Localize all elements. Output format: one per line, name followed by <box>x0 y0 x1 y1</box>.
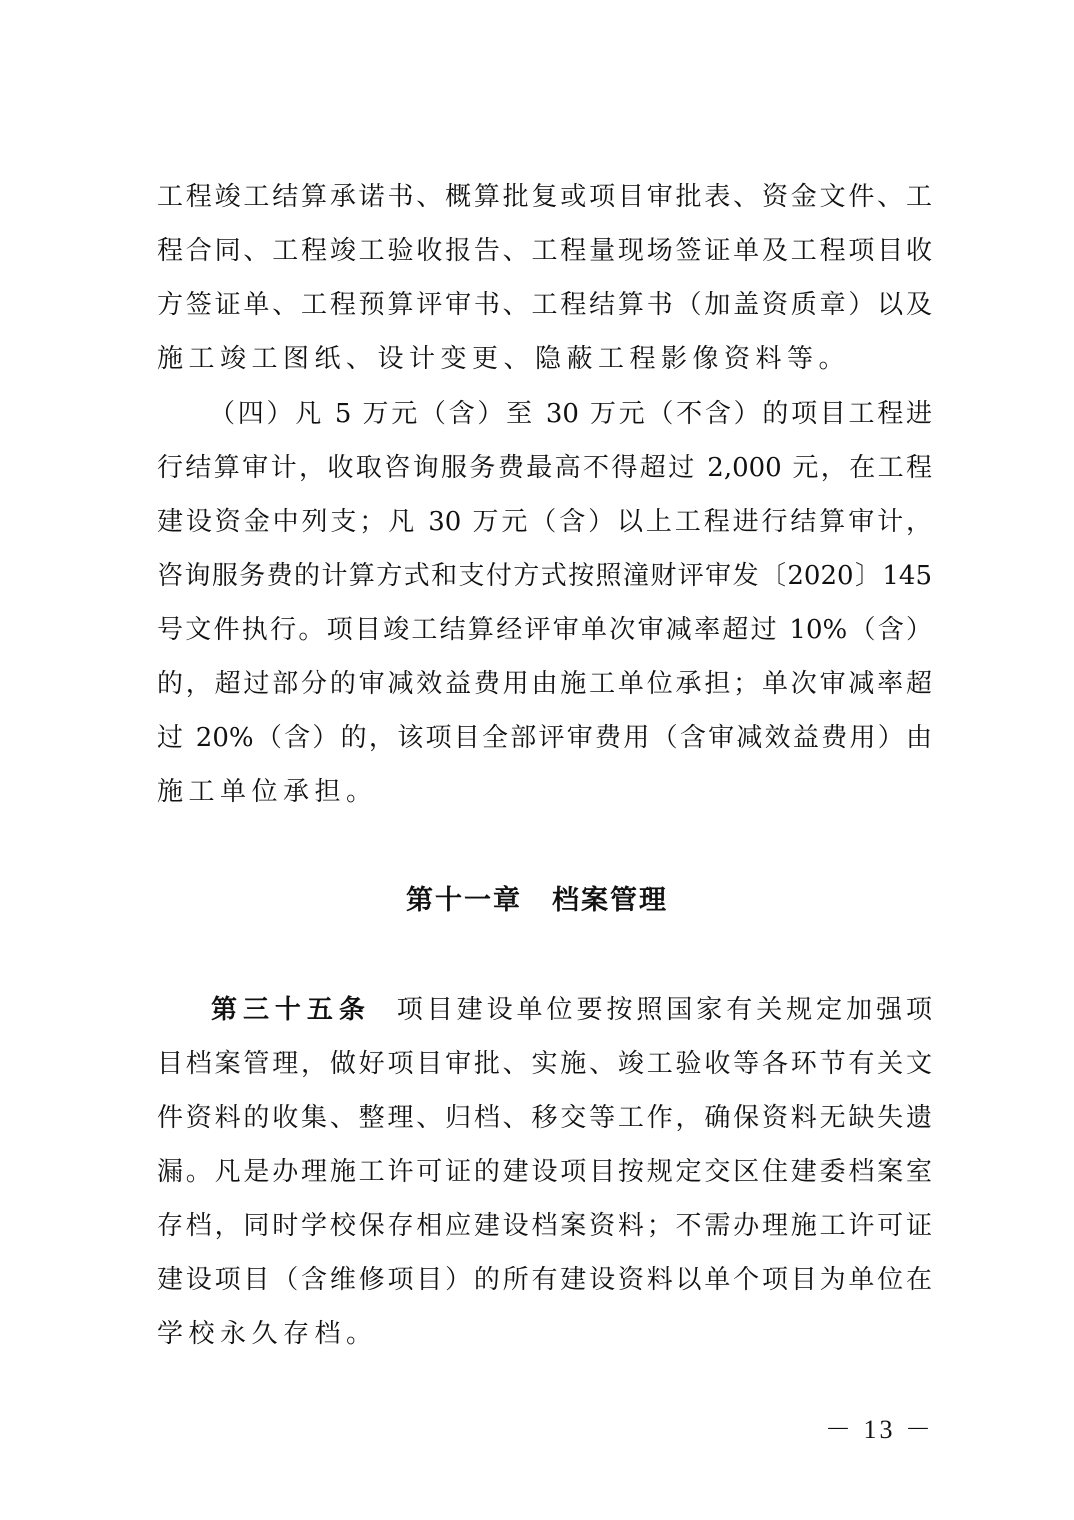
text-line: 工程竣工结算承诺书、概算批复或项目审批表、资金文件、工 <box>157 182 932 212</box>
page-number: － 13 － <box>824 1415 934 1444</box>
text-line: 施工单位承担。 <box>157 777 378 807</box>
text-line: 号文件执行。项目竣工结算经评审单次审减率超过 10%（含） <box>157 615 932 645</box>
text-line: 施工竣工图纸、设计变更、隐蔽工程影像资料等。 <box>157 344 851 374</box>
text-line: 存档，同时学校保存相应建设档案资料；不需办理施工许可证 <box>157 1211 932 1241</box>
article-label: 第三十五条 <box>211 995 371 1025</box>
chapter-title: 档案管理 <box>552 885 668 916</box>
chapter-heading <box>0 881 1074 921</box>
text-line: 咨询服务费的计算方式和支付方式按照潼财评审发〔2020〕145 <box>157 561 932 591</box>
text-line: 方签证单、工程预算评审书、工程结算书（加盖资质章）以及 <box>157 290 932 320</box>
article-first-line <box>211 990 932 1030</box>
text-line: 学校永久存档。 <box>157 1319 378 1349</box>
text-line: 的，超过部分的审减效益费用由施工单位承担；单次审减率超 <box>157 669 932 699</box>
article-first-line-text: 项目建设单位要按照国家有关规定加强项 <box>392 995 932 1025</box>
text-line: 件资料的收集、整理、归档、移交等工作，确保资料无缺失遗 <box>157 1103 932 1133</box>
text-line: 建设资金中列支；凡 30 万元（含）以上工程进行结算审计， <box>157 507 932 537</box>
chapter-number: 第十一章 <box>406 885 522 916</box>
text-line: 程合同、工程竣工验收报告、工程量现场签证单及工程项目收 <box>157 236 932 266</box>
text-line: 过 20%（含）的，该项目全部评审费用（含审减效益费用）由 <box>157 723 932 753</box>
text-line: 目档案管理，做好项目审批、实施、竣工验收等各环节有关文 <box>157 1049 932 1079</box>
text-line: 建设项目（含维修项目）的所有建设资料以单个项目为单位在 <box>157 1265 932 1295</box>
text-line: 漏。凡是办理施工许可证的建设项目按规定交区住建委档案室 <box>157 1157 932 1187</box>
text-line: 行结算审计，收取咨询服务费最高不得超过 2,000 元，在工程 <box>157 453 932 483</box>
text-line: （四）凡 5 万元（含）至 30 万元（不含）的项目工程进 <box>209 399 932 429</box>
